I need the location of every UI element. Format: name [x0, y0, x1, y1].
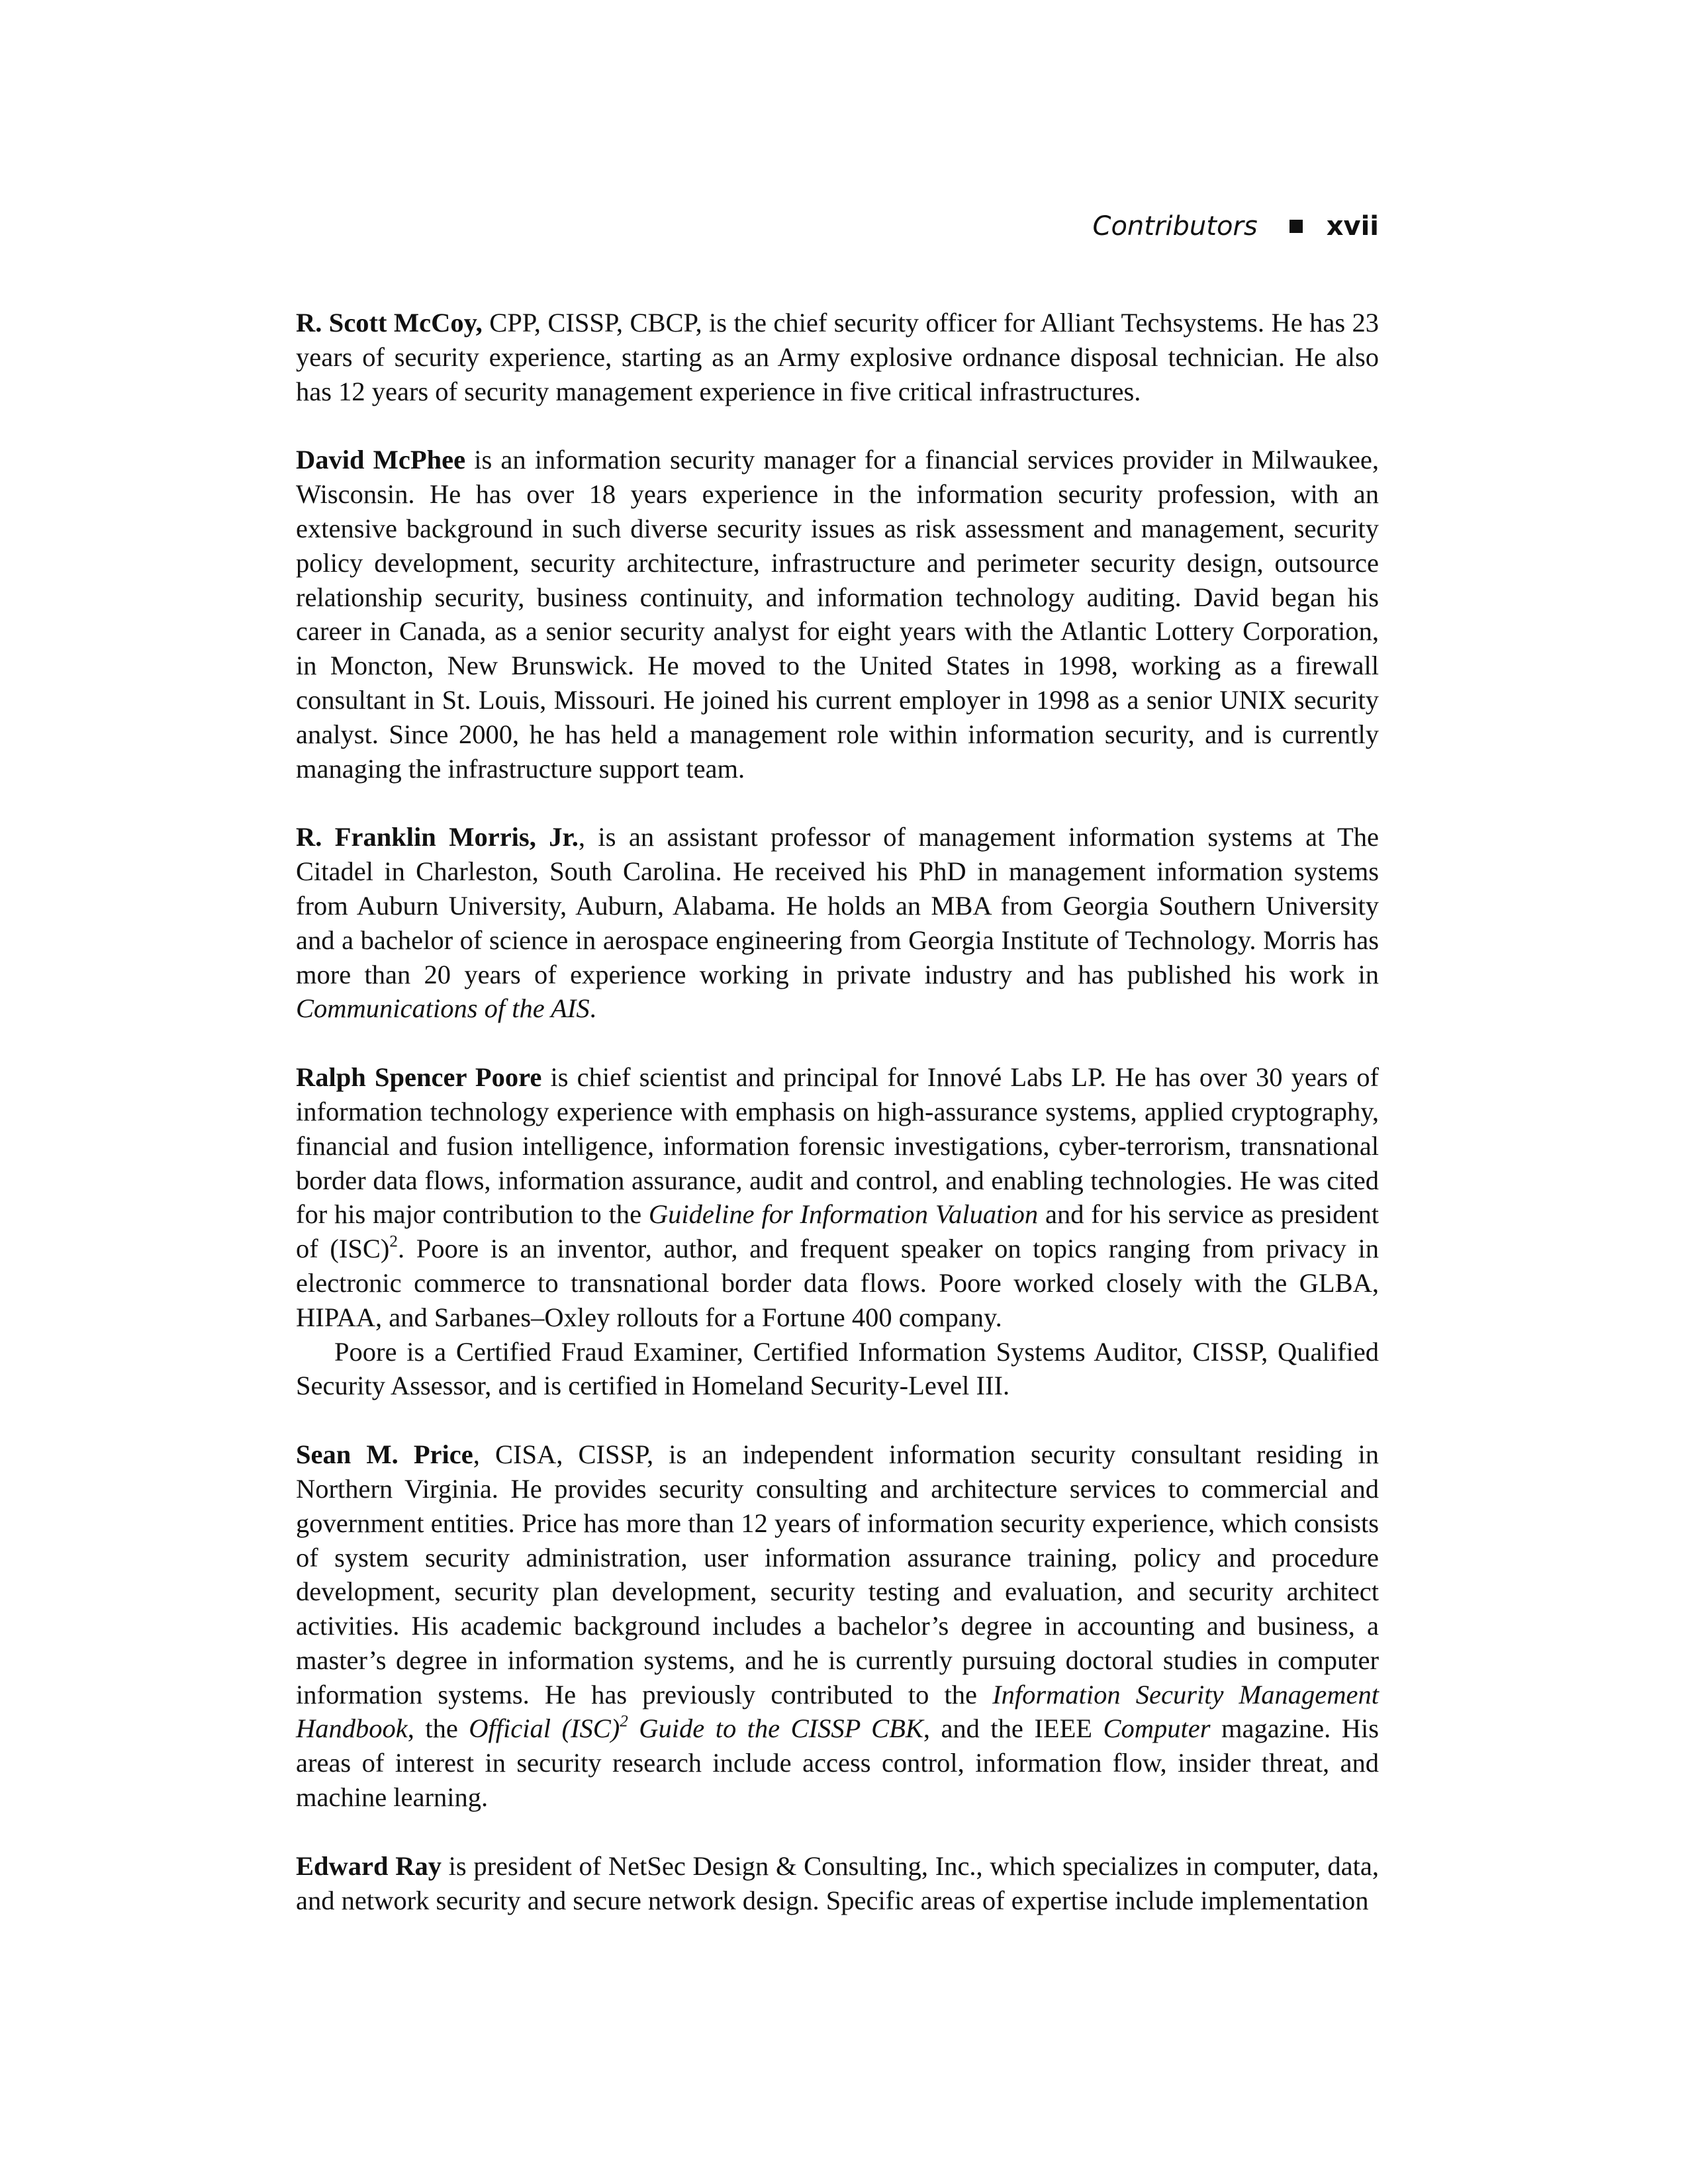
section-title: Contributors	[1092, 211, 1258, 242]
bio-paragraph	[296, 1060, 1379, 1334]
bio-text: . Poore is an inventor, author, and frequent speaker on topics ranging from privacy in electronic commerce to transnational border data flows. Poore worked closely with the GLBA, HIPAA, and Sarbanes–Oxley rollouts for a Fortune 400 company.	[296, 1234, 1379, 1332]
bio-paragraph	[296, 1437, 1379, 1815]
contributors-list	[296, 306, 1379, 1952]
superscript: 2	[620, 1713, 628, 1731]
bio-mcphee	[296, 443, 1379, 786]
bio-mccoy	[296, 306, 1379, 408]
publication-title	[469, 1713, 923, 1743]
page-number: xvii	[1326, 211, 1379, 242]
bio-paragraph	[296, 1849, 1379, 1918]
bio-poore	[296, 1060, 1379, 1403]
guide-title-part: Guide to the CISSP CBK	[628, 1713, 923, 1744]
bio-text: magazine. His areas of interest in security research include access control, information flow, insider threat, and machine learning.	[296, 1713, 1379, 1813]
contributor-name: Sean M. Price	[296, 1439, 473, 1470]
bio-price	[296, 1437, 1379, 1815]
square-bullet-icon	[1289, 220, 1303, 233]
publication-title: Guideline for Information Valuation	[648, 1199, 1039, 1230]
bio-text: is an information security manager for a financial services provider in Milwaukee, Wisconsin. He has over 18 years experience in the information security profession, with an extensive background in such diverse security issues as risk assessment and management, security policy development, security architecture, infrastructure and perimeter security design, outsource relationship security, business continuity, and information technology auditing. David began his career in Canada, as a senior security analyst for eight years with the Atlantic Lottery Corporation, in Moncton, New Brunswick. He moved to the United States in 1998, working as a firewall consultant in St. Louis, Missouri. He joined his current employer in 1998 as a senior UNIX security analyst. Since 2000, he has held a management role within information security, and is currently managing the infrastructure support team.	[296, 445, 1379, 784]
bio-morris	[296, 820, 1379, 1026]
running-head	[296, 206, 1379, 246]
publication-title: Information Security Management Handbook	[296, 1679, 1379, 1744]
bio-paragraph-continued: Poore is a Certified Fraud Examiner, Certified Information Systems Auditor, CISSP, Qualified Security Assessor, and is certified in Homeland Security-Level III.	[296, 1336, 1379, 1401]
bio-text: , CISA, CISSP, is an independent information security consultant residing in Northern Virginia. He provides security consulting and architecture services to commercial and government entities. Price has more than 12 years of information security experience, which consists of system security administration, user information assurance training, policy and procedure development, security plan development, security testing and evaluation, and security architect activities. His academic background includes a bachelor’s degree in accounting and business, a master’s degree in information systems, and he is currently pursuing doctoral studies in computer information systems. He has previously contributed to the	[296, 1439, 1380, 1709]
bio-text: , the	[407, 1713, 469, 1744]
bio-ray	[296, 1849, 1379, 1918]
magazine-title: Computer	[1103, 1713, 1211, 1744]
bio-text: is president of NetSec Design & Consulting, Inc., which specializes in computer, data, and network security and secure network design. Specific areas of expertise include implementation	[296, 1850, 1379, 1915]
bio-paragraph	[296, 306, 1379, 408]
bio-text: , is an assistant professor of management information systems at The Citadel in Charleston, South Carolina. He received his PhD in management information systems from Auburn University, Auburn, Alabama. He holds an MBA from Georgia Southern University and a bachelor of science in aerospace engineering from Georgia Institute of Technology. Morris has more than 20 years of experience working in private industry and has published his work in	[296, 822, 1379, 989]
contributor-name: David McPhee	[296, 445, 466, 475]
contributor-name: Edward Ray	[296, 1850, 442, 1881]
contributor-name: Ralph Spencer Poore	[296, 1062, 542, 1093]
journal-title: Communications of the AIS	[296, 993, 590, 1024]
contributor-name: R. Franklin Morris, Jr.	[296, 822, 579, 852]
bio-text: is chief scientist and principal for Innové Labs LP. He has over 30 years of information technology experience with emphasis on high-assurance systems, applied cryptography, financial and fusion intelligence, information forensic investigations, cyber-terrorism, transnational border data flows, information assurance, audit and control, and enabling technologies. He was cited for his major contribution to the	[296, 1062, 1379, 1230]
bio-text: , and the IEEE	[923, 1713, 1103, 1744]
bio-text: CPP, CISSP, CBCP, is the chief security officer for Alliant Techsystems. He has 23 years of security experience, starting as an Army explosive ordnance disposal technician. He also has 12 years of security management experience in five critical infrastructures.	[296, 308, 1379, 406]
bio-text: and for his service as president of (ISC)	[296, 1199, 1379, 1264]
superscript: 2	[389, 1232, 398, 1251]
guide-title-part: Official (ISC)	[469, 1713, 620, 1744]
contributor-name: R. Scott McCoy,	[296, 308, 483, 338]
bio-paragraph	[296, 820, 1379, 1026]
bio-text-end: .	[589, 993, 596, 1024]
bio-paragraph	[296, 443, 1379, 786]
